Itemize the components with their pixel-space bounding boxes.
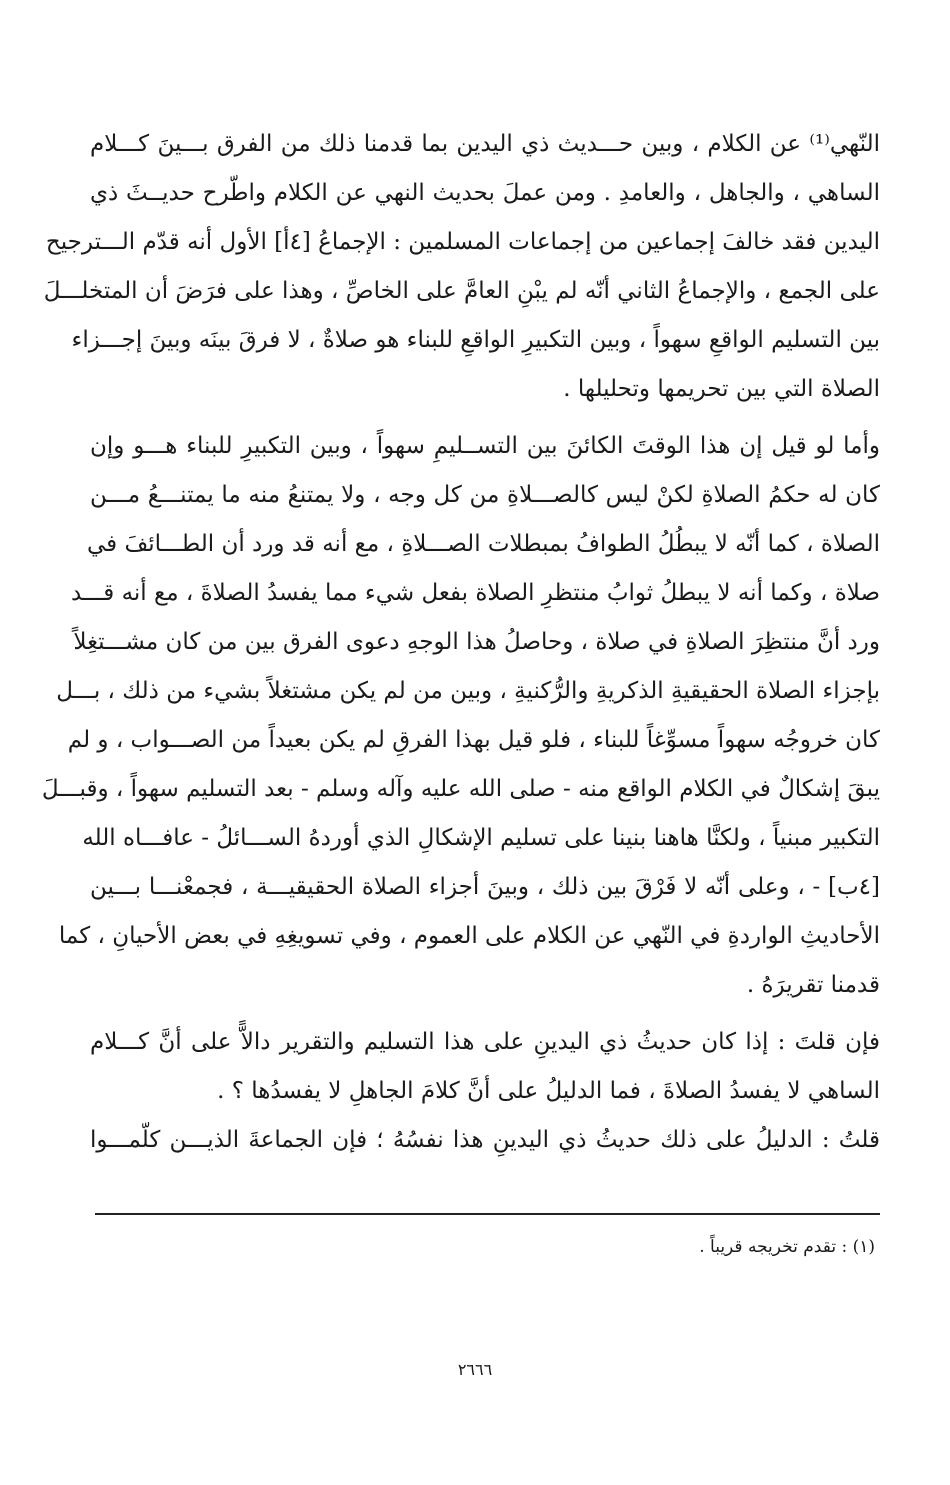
text-line: ورد أنَّ منتظِرَ الصلاةِ في صلاة ، وحاصلُ هذا الوجهِ دعوى الفرق بين من كان مشـــتغِلاً [73, 629, 880, 655]
text-line: الصلاة التي بين تحريمها وتحليلها . [563, 376, 880, 402]
text-line: الصلاة ، كما أنّه لا يبطُلُ الطوافُ بمبطلات الصـــلاةِ ، مع أنه قد ورد أن الطـــائفَ في [86, 531, 880, 557]
body-text [41, 120, 880, 1165]
text-line: النّهي⁽¹⁾ عن الكلام ، وبين حـــديث ذي اليدين بما قدمنا ذلك من الفرق بـــينَ كـــلام [90, 131, 880, 157]
text-line: كان خروجُه سهواً مسوِّغاً للبناء ، فلو قيل بهذا الفرقِ لم يكن بعيداً من الصـــواب ، و لم [67, 727, 880, 753]
text-line: الساهي لا يفسدُ الصلاةَ ، فما الدليلُ على أنَّ كلامَ الجاهلِ لا يفسدُها ؟ . [217, 1078, 880, 1104]
text-line: الأحاديثِ الواردةِ في النّهي عن الكلام على العموم ، وفي تسويغِهِ في بعض الأحيانِ ، كما [58, 923, 880, 949]
text-line: كان له حكمُ الصلاةِ لكنْ ليس كالصـــلاةِ من كل وجه ، ولا يمتنعُ منه ما يمتنـــعُ مـــن [90, 482, 880, 508]
text-line: بين التسليم الواقعِ سهواً ، وبين التكبيرِ الواقعِ للبناء هو صلاةٌ ، لا فرقَ بينَه وبينَ إجـــزاء [71, 327, 880, 353]
text-line: الساهي ، والجاهل ، والعامدِ . ومن عملَ بحديث النهي عن الكلام واطّرح حديــثَ ذي [90, 180, 880, 206]
footnote: (١) : تقدم تخريجه قريباً . [699, 1237, 875, 1257]
text-line: وأما لو قيل إن هذا الوقتَ الكائنَ بين التســليمِ سهواً ، وبين التكبيرِ للبناء هـــو وإن [90, 433, 880, 459]
text-line: بإجزاء الصلاة الحقيقيةِ الذكريةِ والرُّكنيةِ ، وبين من لم يكن مشتغلاً بشيء من ذلك ، بـــل [56, 678, 880, 704]
page-number: ٢٦٦٦ [457, 1360, 493, 1379]
text-line: [٤ب] - ، وعلى أنّه لا فَرْقَ بين ذلك ، وبينَ أجزاء الصلاة الحقيقيـــة ، فجمعْنـــا بـــين [90, 874, 880, 900]
text-line: يبقَ إشكالٌ في الكلام الواقع منه - صلى الله عليه وآله وسلم - بعد التسليم سهواً ، وقبـــلَ [41, 776, 880, 802]
text-line: على الجمع ، والإجماعُ الثاني أنّه لم يبْنِ العامَّ على الخاصِّ ، وهذا على فرَضَ أن المتخلـــلَ [43, 278, 880, 304]
text-line: صلاة ، وكما أنه لا يبطلُ ثوابُ منتظرِ الصلاة بفعل شيء مما يفسدُ الصلاةَ ، مع أنه قـــد [70, 580, 880, 606]
footnote-divider [95, 1213, 880, 1215]
text-line: فإن قلتَ : إذا كان حديثُ ذي اليدينِ على هذا التسليم والتقرير دالاًّ على أنَّ كـــلام [90, 1029, 880, 1055]
text-line: التكبير مبنياً ، ولكنَّا هاهنا بنينا على تسليم الإشكالِ الذي أوردهُ الســـائلُ - عافـــاه الله [82, 825, 880, 851]
text-line: قدمنا تقريرَهُ . [746, 972, 880, 998]
text-line: قلتُ : الدليلُ على ذلك حديثُ ذي اليدينِ هذا نفسُهُ ؛ فإن الجماعةَ الذيـــن كلّمـــوا [90, 1127, 880, 1153]
text-line: اليدين فقد خالفَ إجماعين من إجماعات المسلمين : الإجماعُ [٤أ] الأول أنه قدّم الـــترجيح [45, 229, 880, 255]
